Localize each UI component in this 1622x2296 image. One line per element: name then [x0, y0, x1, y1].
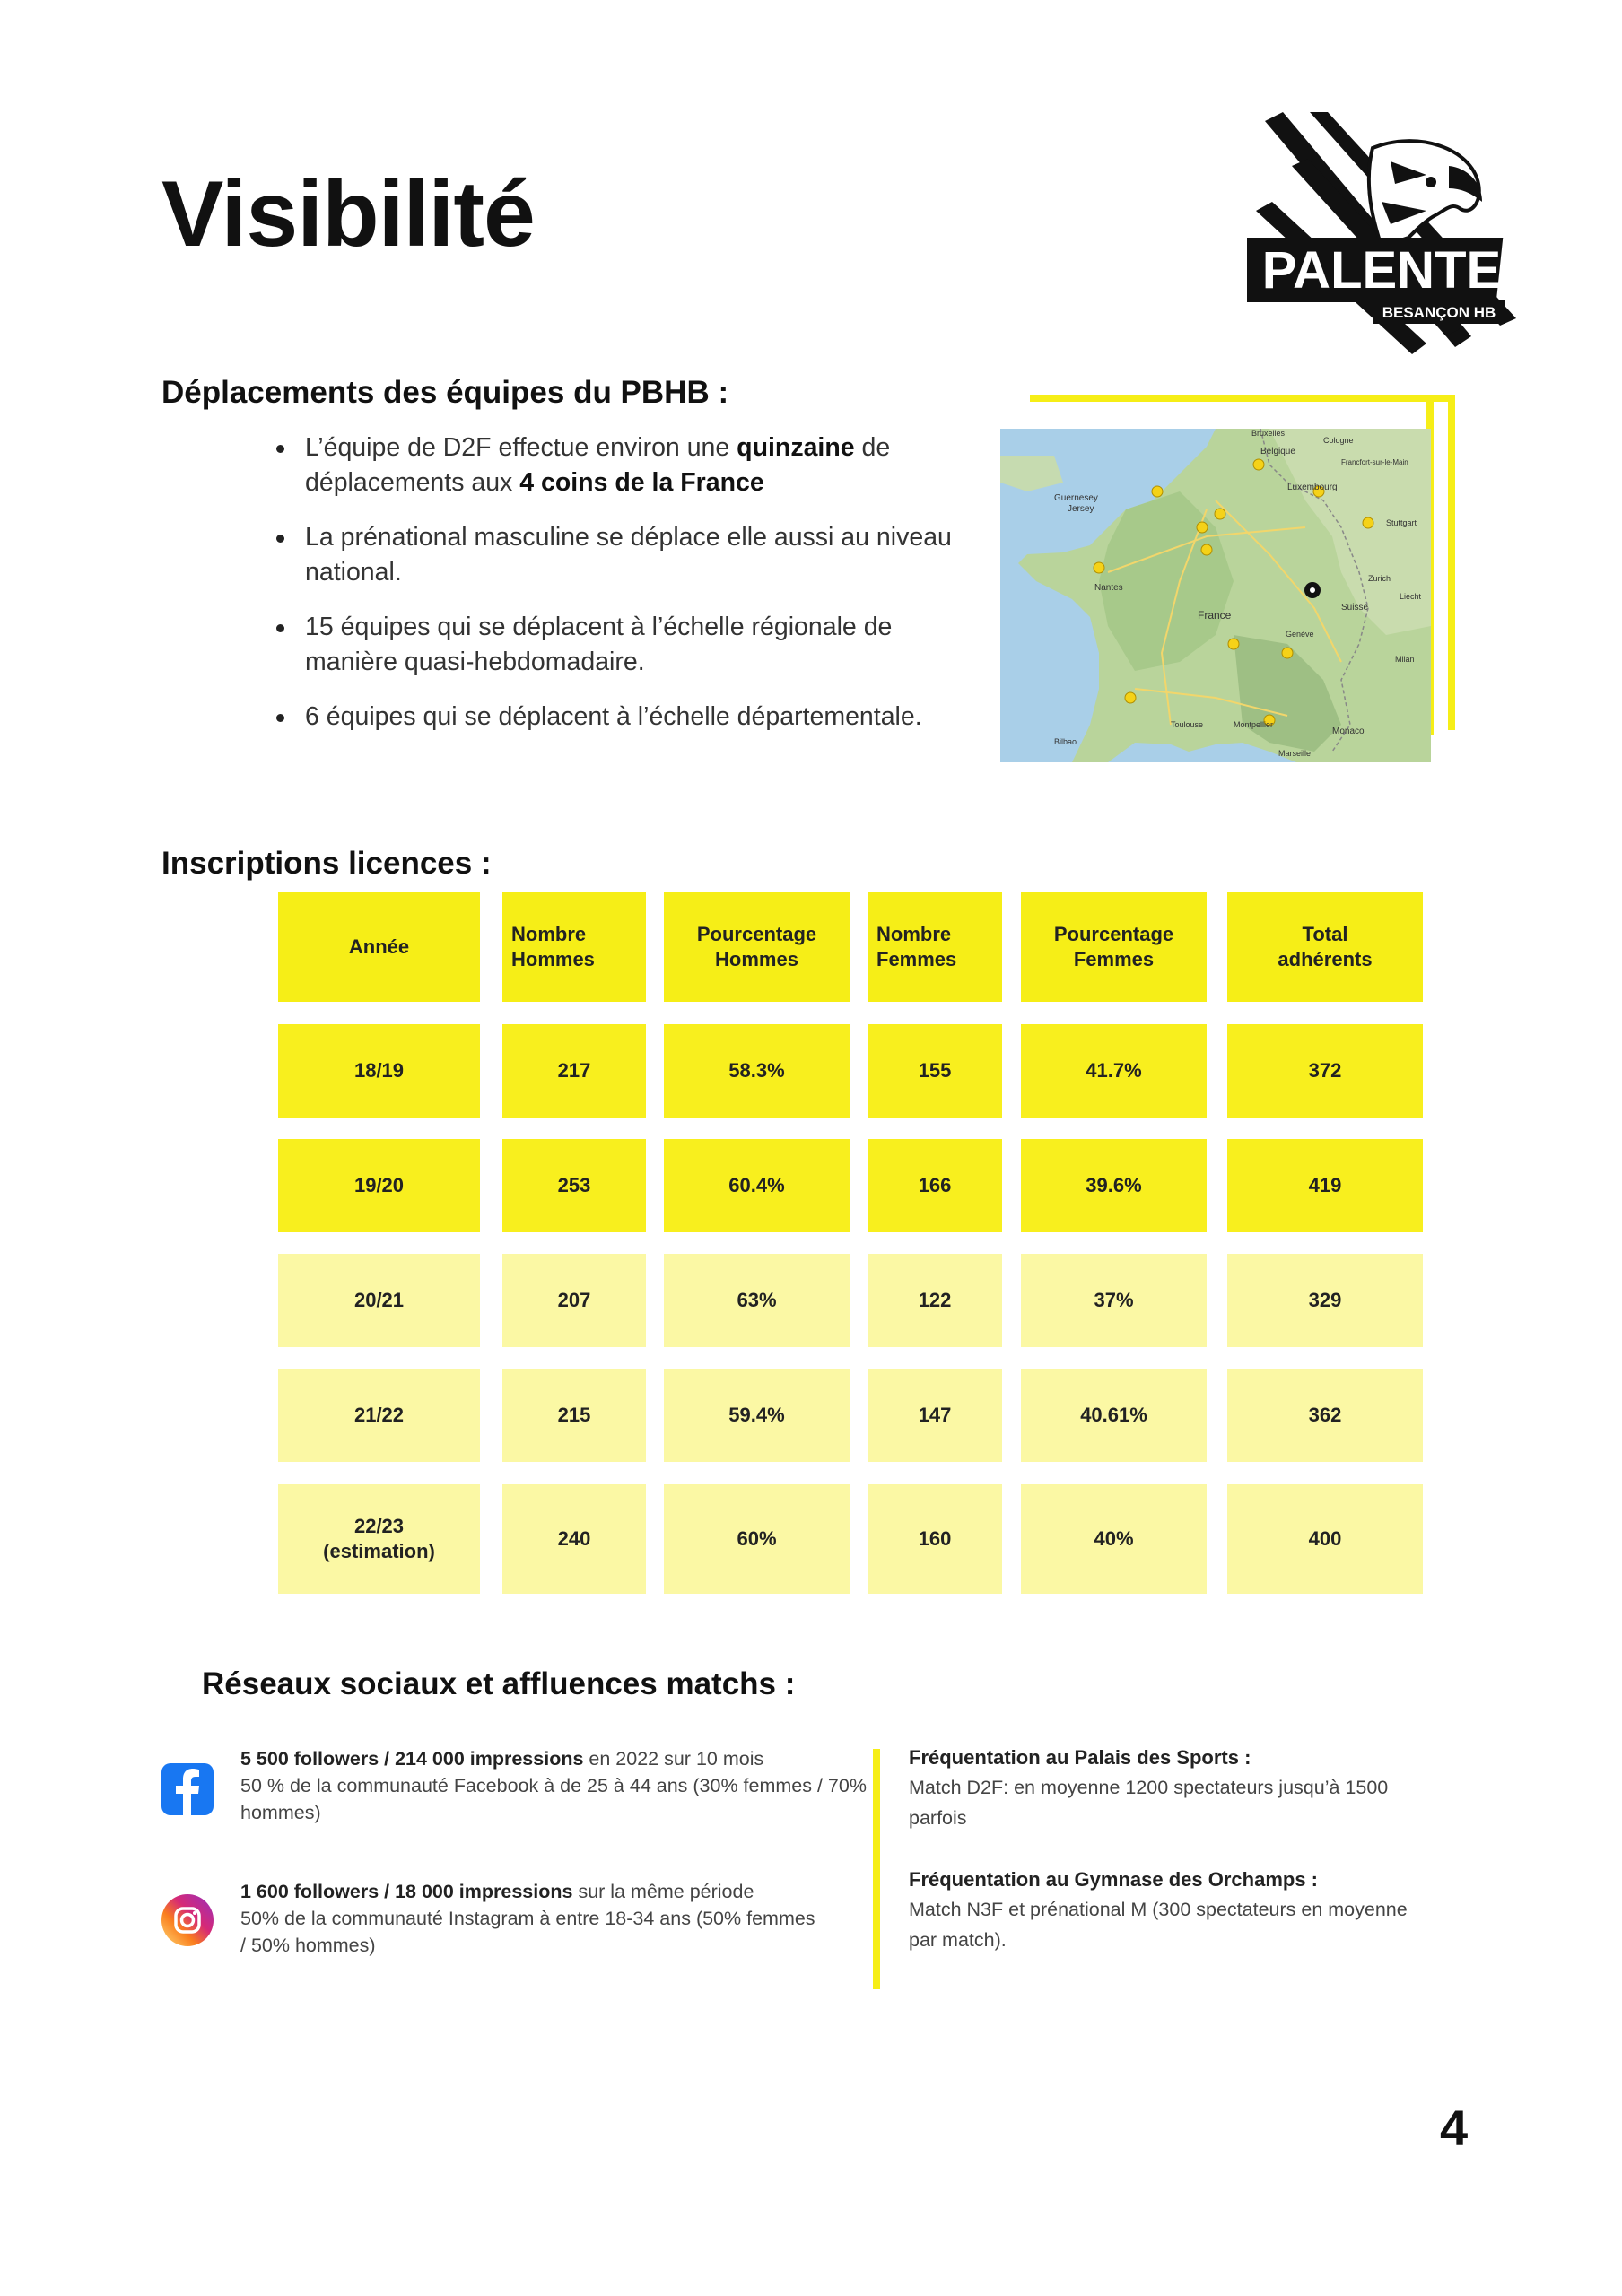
list-item: 6 équipes qui se déplacent à l’échelle départementale.: [269, 700, 978, 735]
list-item: L’équipe de D2F effectue environ une quinzaine de déplacements aux 4 coins de la France: [269, 430, 978, 500]
header-nombre-femmes: Nombre Femmes: [868, 892, 1002, 1002]
france-map: [1000, 429, 1431, 762]
svg-text:Bruxelles: Bruxelles: [1251, 429, 1286, 438]
header-pourcentage-hommes: Pourcentage Hommes: [664, 892, 850, 1002]
header-total-adherents: Total adhérents: [1227, 892, 1423, 1002]
svg-text:Montpellier: Montpellier: [1234, 720, 1274, 729]
cell-nombre-hommes: 207: [502, 1254, 646, 1347]
svg-text:Milan: Milan: [1395, 655, 1415, 664]
svg-text:Toulouse: Toulouse: [1171, 720, 1204, 729]
cell-nombre-femmes: 147: [868, 1369, 1002, 1462]
cell-total: 419: [1227, 1139, 1423, 1232]
gymnase-body: Match N3F et prénational M (300 spectateurs en moyenne par match).: [909, 1899, 1408, 1951]
list-item: 15 équipes qui se déplacent à l’échelle régionale de manière quasi-hebdomadaire.: [269, 610, 978, 680]
cell-total: 400: [1227, 1484, 1423, 1594]
svg-text:Luxembourg: Luxembourg: [1287, 483, 1338, 492]
cell-pourcentage-femmes: 40%: [1021, 1484, 1207, 1594]
svg-text:Genève: Genève: [1286, 630, 1314, 639]
svg-text:Nantes: Nantes: [1094, 583, 1123, 593]
logo-wordmark: PALENTE: [1261, 241, 1502, 300]
deplacements-title: Déplacements des équipes du PBHB :: [161, 375, 729, 410]
logo-sub: BESANÇON HB: [1382, 304, 1496, 321]
cell-nombre-femmes: 122: [868, 1254, 1002, 1347]
cell-nombre-hommes: 240: [502, 1484, 646, 1594]
svg-text:Cologne: Cologne: [1323, 436, 1354, 445]
page-title: Visibilité: [161, 162, 535, 266]
header-annee: Année: [278, 892, 480, 1002]
svg-text:Suisse: Suisse: [1341, 603, 1369, 613]
deplacements-list: [269, 430, 978, 754]
facebook-icon: [161, 1763, 214, 1815]
cell-annee: 18/19: [278, 1024, 480, 1118]
cell-annee: 22/23 (estimation): [278, 1484, 480, 1594]
cell-annee: 19/20: [278, 1139, 480, 1232]
cell-total: 362: [1227, 1369, 1423, 1462]
licences-table: [278, 892, 1428, 1592]
licences-title: Inscriptions licences :: [161, 846, 492, 881]
instagram-stats: 1 600 followers / 18 000 impressions sur la même période 50% de la communauté Instagram à entre 18-34 ans (50% femmes / 50% hommes): [240, 1881, 815, 1956]
cell-pourcentage-hommes: 58.3%: [664, 1024, 850, 1118]
palais-block: [909, 1744, 1438, 1833]
cell-pourcentage-femmes: 39.6%: [1021, 1139, 1207, 1232]
svg-text:Liecht: Liecht: [1400, 592, 1422, 601]
svg-text:Francfort-sur-le-Main: Francfort-sur-le-Main: [1341, 458, 1408, 466]
gymnase-block: [909, 1866, 1438, 1955]
svg-text:Monaco: Monaco: [1332, 726, 1365, 736]
cell-pourcentage-hommes: 60%: [664, 1484, 850, 1594]
cell-annee: 20/21: [278, 1254, 480, 1347]
cell-nombre-femmes: 155: [868, 1024, 1002, 1118]
divider-bar: [873, 1749, 880, 1989]
cell-pourcentage-hommes: 59.4%: [664, 1369, 850, 1462]
cell-nombre-hommes: 217: [502, 1024, 646, 1118]
header-pourcentage-femmes: Pourcentage Femmes: [1021, 892, 1207, 1002]
svg-text:Bilbao: Bilbao: [1054, 737, 1077, 746]
svg-text:Belgique: Belgique: [1260, 447, 1295, 457]
cell-total: 372: [1227, 1024, 1423, 1118]
svg-text:Guernesey: Guernesey: [1054, 493, 1098, 503]
instagram-icon: [161, 1894, 214, 1946]
svg-text:Marseille: Marseille: [1278, 749, 1312, 758]
palais-heading: Fréquentation au Palais des Sports :: [909, 1746, 1251, 1769]
cell-nombre-hommes: 253: [502, 1139, 646, 1232]
cell-pourcentage-hommes: 63%: [664, 1254, 850, 1347]
facebook-stats: 5 500 followers / 214 000 impressions en 2022 sur 10 mois 50 % de la communauté Facebook à de 25 à 44 ans (30% femmes / 70% hommes): [240, 1748, 867, 1823]
cell-nombre-femmes: 160: [868, 1484, 1002, 1594]
cell-pourcentage-femmes: 37%: [1021, 1254, 1207, 1347]
cell-pourcentage-hommes: 60.4%: [664, 1139, 850, 1232]
cell-pourcentage-femmes: 40.61%: [1021, 1369, 1207, 1462]
cell-total: 329: [1227, 1254, 1423, 1347]
list-item: La prénational masculine se déplace elle aussi au niveau national.: [269, 520, 978, 590]
social-title: Réseaux sociaux et affluences matchs :: [202, 1666, 796, 1701]
svg-text:Jersey: Jersey: [1068, 504, 1094, 514]
svg-text:Stuttgart: Stuttgart: [1386, 518, 1417, 527]
cell-pourcentage-femmes: 41.7%: [1021, 1024, 1207, 1118]
palente-logo: [1247, 112, 1534, 363]
page-number: 4: [1440, 2100, 1469, 2156]
header-nombre-hommes: Nombre Hommes: [502, 892, 646, 1002]
gymnase-heading: Fréquentation au Gymnase des Orchamps :: [909, 1868, 1319, 1891]
cell-nombre-femmes: 166: [868, 1139, 1002, 1232]
cell-annee: 21/22: [278, 1369, 480, 1462]
svg-text:Zurich: Zurich: [1368, 574, 1391, 583]
palais-body: Match D2F: en moyenne 1200 spectateurs jusqu’à 1500 parfois: [909, 1777, 1389, 1829]
cell-nombre-hommes: 215: [502, 1369, 646, 1462]
svg-text:France: France: [1198, 609, 1232, 622]
